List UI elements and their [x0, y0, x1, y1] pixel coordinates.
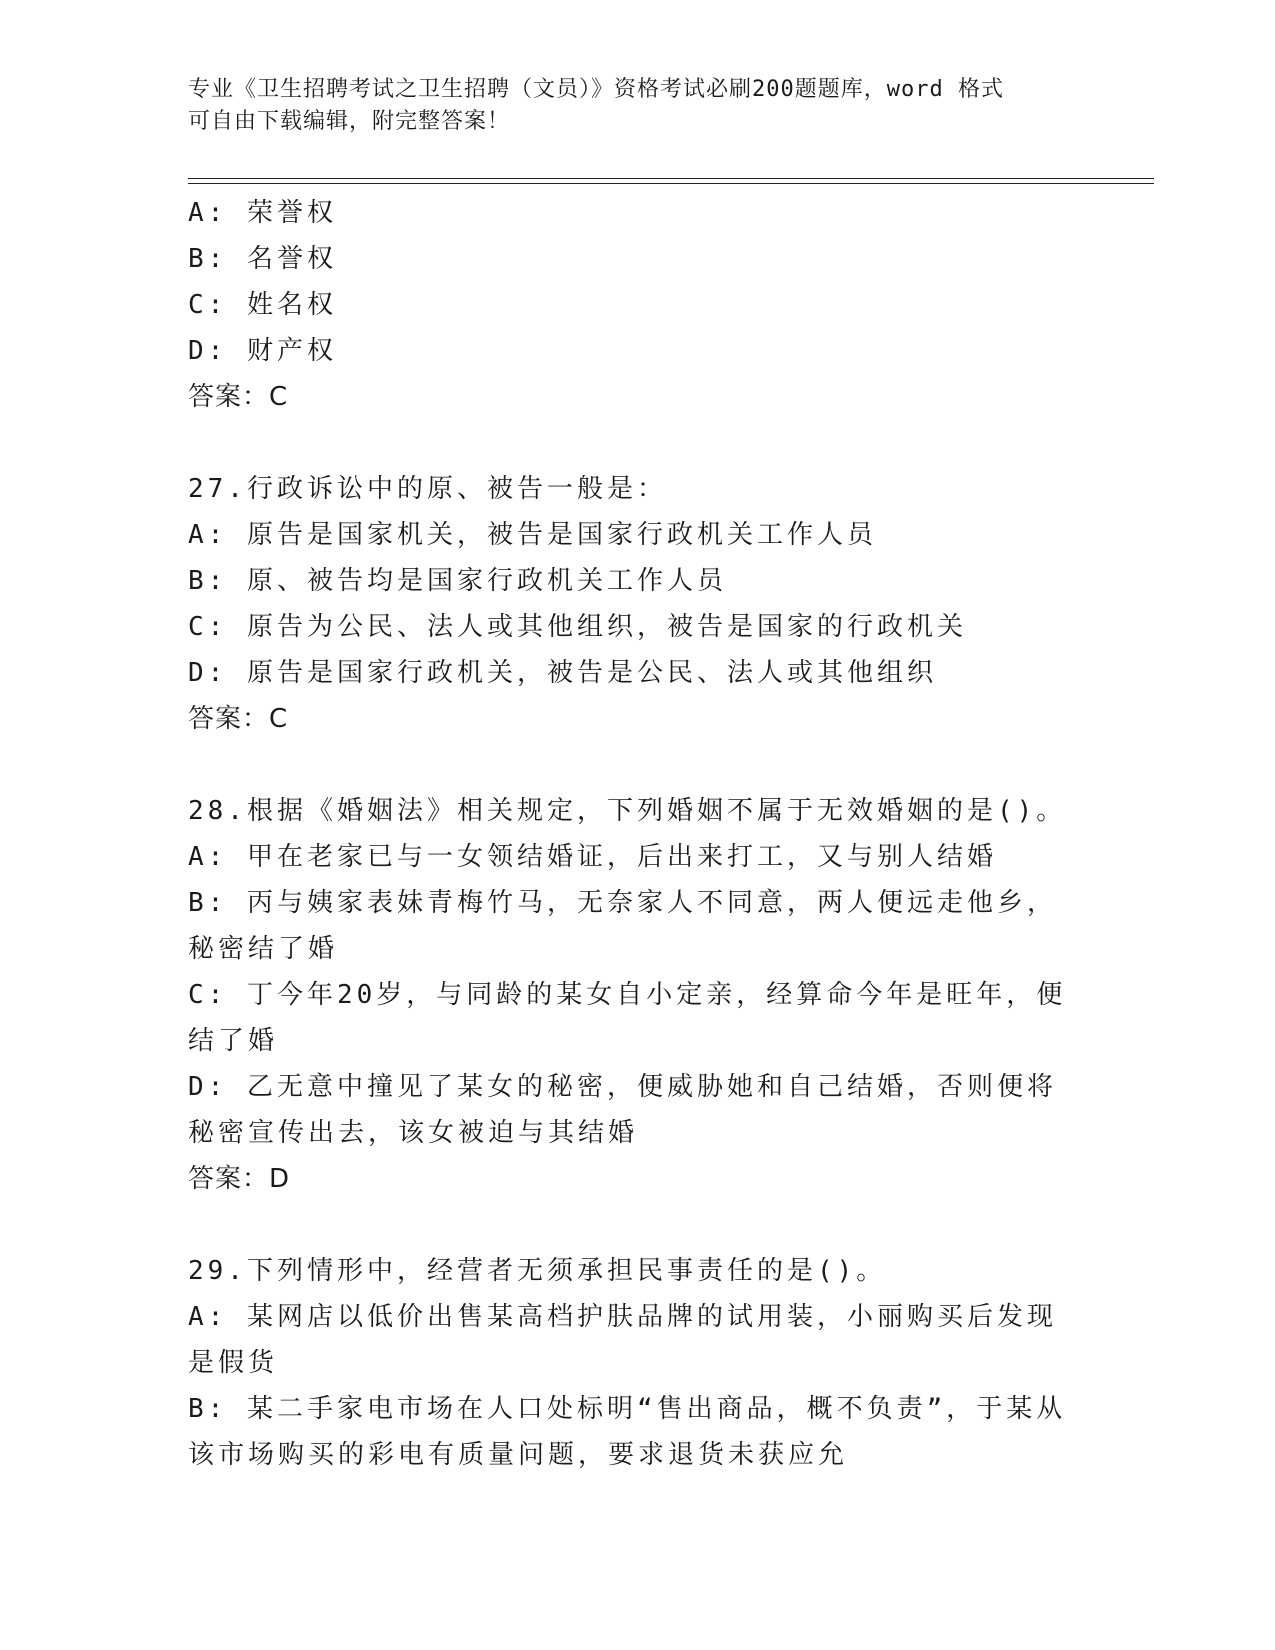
answer-label: 答案：D: [188, 1164, 291, 1194]
question-28-block: [188, 788, 1078, 1202]
question-27-block: [188, 466, 1078, 742]
question-26-block: [188, 190, 1078, 420]
answer-label: 答案：C: [188, 704, 289, 734]
option-c: C: 姓名权: [188, 290, 337, 320]
option-a: A: 原告是国家机关，被告是国家行政机关工作人员: [188, 520, 877, 550]
option-d: D: 乙无意中撞见了某女的秘密，便威胁她和自己结婚，否则便将秘密宣传出去，该女被迫与其结婚: [188, 1072, 1057, 1148]
header-divider-top: [188, 178, 1154, 179]
option-b: B: 原、被告均是国家行政机关工作人员: [188, 566, 727, 596]
answer-label: 答案：C: [188, 382, 289, 412]
question-29-block: [188, 1248, 1078, 1478]
option-c: C: 原告为公民、法人或其他组织，被告是国家的行政机关: [188, 612, 967, 642]
question-stem: 28.根据《婚姻法》相关规定，下列婚姻不属于无效婚姻的是()。: [188, 796, 1067, 826]
question-stem: 27.行政诉讼中的原、被告一般是：: [188, 474, 667, 504]
header-divider-bottom: [188, 183, 1154, 184]
document-header: [188, 74, 1068, 138]
option-a: A: 某网店以低价出售某高档护肤品牌的试用装，小丽购买后发现是假货: [188, 1302, 1057, 1378]
question-stem: 29.下列情形中，经营者无须承担民事责任的是()。: [188, 1256, 887, 1286]
question-content: [188, 190, 1078, 1478]
option-d: D: 财产权: [188, 336, 337, 366]
option-b: B: 名誉权: [188, 244, 337, 274]
option-a: A: 荣誉权: [188, 198, 337, 228]
option-b: B: 某二手家电市场在人口处标明“售出商品，概不负责”，于某从该市场购买的彩电有质量问题，要求退货未获应允: [188, 1394, 1067, 1470]
option-b: B: 丙与姨家表妹青梅竹马，无奈家人不同意，两人便远走他乡，秘密结了婚: [188, 888, 1057, 964]
option-c: C: 丁今年20岁，与同龄的某女自小定亲，经算命今年是旺年，便结了婚: [188, 980, 1067, 1056]
option-a: A: 甲在老家已与一女领结婚证，后出来打工，又与别人结婚: [188, 842, 997, 872]
option-d: D: 原告是国家行政机关，被告是公民、法人或其他组织: [188, 658, 937, 688]
header-title-line-2: 可自由下载编辑，附完整答案！: [188, 109, 511, 134]
header-title-line-1: 专业《卫生招聘考试之卫生招聘（文员）》资格考试必刷200题题库，word 格式: [188, 77, 1004, 102]
